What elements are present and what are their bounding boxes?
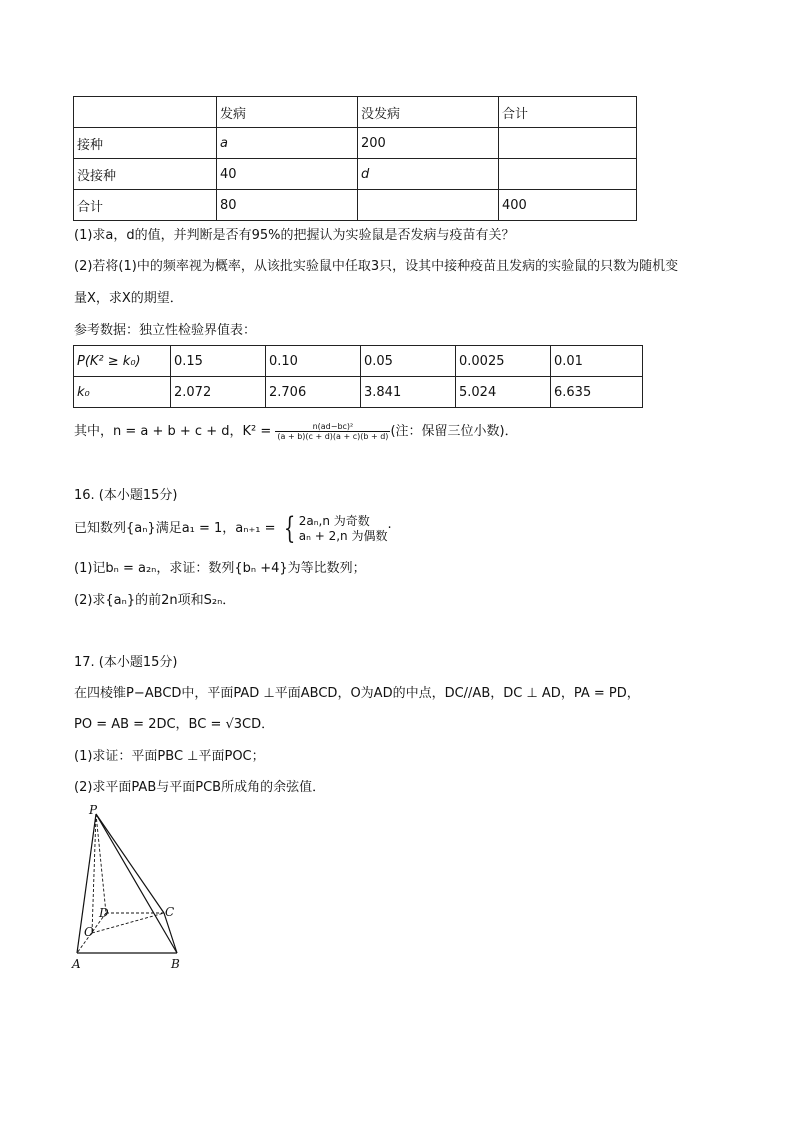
- table-cell: 0.10: [266, 346, 361, 377]
- edge-PB: [96, 814, 177, 953]
- formula-numerator: n(ad−bc)²: [275, 422, 390, 432]
- table-cell: [358, 190, 499, 221]
- table-cell: 接种: [74, 128, 217, 159]
- table-cell: 3.841: [361, 377, 456, 408]
- table-cell: 发病: [217, 97, 358, 128]
- table-row: [74, 128, 637, 159]
- table-cell: 200: [358, 128, 499, 159]
- table-cell: 合计: [499, 97, 637, 128]
- q16-heading: 16. (本小题15分): [74, 488, 178, 503]
- q16-part1: (1)记bₙ = a₂ₙ，求证：数列{bₙ +4}为等比数列；: [74, 561, 366, 576]
- table-row: [74, 190, 637, 221]
- reference-title: 参考数据：独立性检验界值表：: [74, 323, 257, 338]
- label-C: C: [165, 905, 175, 919]
- label-O: O: [84, 925, 94, 939]
- table-row: [74, 377, 643, 408]
- table-cell: 400: [499, 190, 637, 221]
- piecewise-cases: [299, 514, 388, 544]
- table-cell: [74, 97, 217, 128]
- table-header-row: [74, 97, 637, 128]
- table-cell: 80: [217, 190, 358, 221]
- q17-stem-line1: 在四棱锥P−ABCD中，平面PAD ⊥平面ABCD，O为AD的中点，DC//AB，DC ⊥ AD，PA = PD，: [74, 686, 640, 701]
- label-A: A: [72, 957, 81, 971]
- q16-stem: [74, 512, 392, 546]
- q15-part1: (1)求a，d的值，并判断是否有95%的把握认为实验鼠是否发病与疫苗有关？: [74, 228, 515, 243]
- table-cell: 0.01: [551, 346, 643, 377]
- q17-part1: (1)求证：平面PBC ⊥平面POC；: [74, 749, 265, 764]
- q17-heading: 17. (本小题15分): [74, 655, 178, 670]
- formula-fraction: [275, 422, 390, 441]
- q16-stem-prefix: 已知数列{aₙ}满足a₁ = 1，aₙ₊₁ =: [74, 521, 280, 536]
- left-brace: {: [283, 510, 295, 546]
- table-cell: 5.024: [456, 377, 551, 408]
- label-P: P: [89, 803, 98, 817]
- q16-stem-suffix: ·: [387, 521, 392, 536]
- table-row: [74, 346, 643, 377]
- table-cell: [499, 128, 637, 159]
- table-cell: 合计: [74, 190, 217, 221]
- table-cell: [499, 159, 637, 190]
- case-odd: 2aₙ,n 为奇数: [298, 513, 370, 528]
- table-cell: 2.072: [171, 377, 266, 408]
- table-cell: P(K² ≥ k₀): [74, 346, 171, 377]
- critical-value-table: [73, 345, 643, 408]
- q16-part2: (2)求{aₙ}的前2n项和S₂ₙ．: [74, 593, 236, 608]
- table-cell: 40: [217, 159, 358, 190]
- table-cell: 没发病: [358, 97, 499, 128]
- table-cell: 0.0025: [456, 346, 551, 377]
- formula-denominator: (a + b)(c + d)(a + c)(b + d): [277, 432, 389, 441]
- table-cell: 没接种: [74, 159, 217, 190]
- edge-PC: [96, 814, 164, 913]
- contingency-table: [73, 96, 637, 221]
- formula-prefix: 其中，n = a + b + c + d，K² =: [74, 424, 276, 439]
- label-D: D: [99, 906, 109, 920]
- formula-suffix: (注：保留三位小数)．: [390, 424, 518, 439]
- table-cell: 2.706: [266, 377, 361, 408]
- q15-part2-line1: (2)若将(1)中的频率视为概率，从该批实验鼠中任取3只，设其中接种疫苗且发病的实验鼠的只数为随机变: [74, 259, 679, 274]
- q17-part2: (2)求平面PAB与平面PCB所成角的余弦值．: [74, 780, 326, 795]
- table-cell: 0.05: [361, 346, 456, 377]
- table-cell: k₀: [74, 377, 171, 408]
- pyramid-figure: [66, 800, 196, 975]
- q15-part2-line2: 量X，求X的期望．: [74, 291, 183, 306]
- table-cell: 0.15: [171, 346, 266, 377]
- table-cell: 6.635: [551, 377, 643, 408]
- label-B: B: [171, 957, 180, 971]
- case-even: aₙ + 2,n 为偶数: [298, 528, 388, 543]
- table-row: [74, 159, 637, 190]
- q17-stem-line2: PO = AB = 2DC，BC = √3CD．: [74, 717, 275, 732]
- table-cell: a: [217, 128, 358, 159]
- table-cell: d: [358, 159, 499, 190]
- k-squared-formula: [74, 420, 518, 444]
